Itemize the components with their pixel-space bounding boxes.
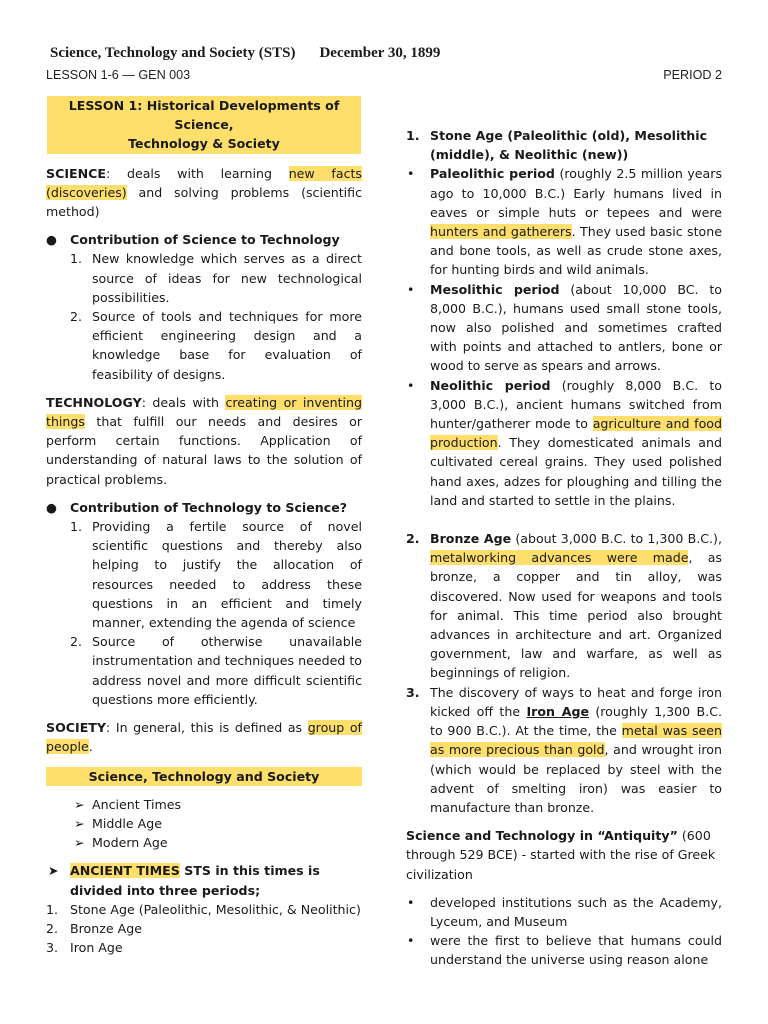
list-item: ➢ Middle Age xyxy=(74,815,162,831)
list-item: • were the first to believe that humans could understand the universe using reason alone xyxy=(407,933,722,968)
list-item: 1. New knowledge which serves as a direct source of ideas for new technological possibilities. xyxy=(70,251,362,305)
period-label: PERIOD 2 xyxy=(663,68,722,82)
left-column xyxy=(46,96,362,957)
stone-age-heading: 1. Stone Age (Paleolithic (old), Mesolithic (middle), & Neolithic (new)) xyxy=(406,128,708,163)
list-item: 1. Providing a fertile source of novel scientific questions and thereby also helping to justify the allocation of resources needed to address these questions in an efficient and timely manner, extending the agenda of science xyxy=(70,519,362,631)
document-date: December 30, 1899 xyxy=(319,45,441,61)
list-item: • developed institutions such as the Academy, Lyceum, and Museum xyxy=(407,894,722,929)
bronze-age-item: 2. Bronze Age (about 3,000 B.C. to 1,300 B.C.), metalworking advances were made, as bronze, a copper and tin alloy, was discovered. Now used for weapons and tools for animal. This time period also brought advances in architecture and art. Organized government, law and warfare, as well as beginnings of religion. xyxy=(406,531,722,681)
list-item: 3. Iron Age xyxy=(46,940,123,956)
eras-list xyxy=(46,795,362,853)
ancient-times-heading: ➤ ANCIENT TIMES STS in this times is divided into three periods; xyxy=(48,863,320,898)
sci-to-tech-heading: ● Contribution of Science to Technology xyxy=(46,232,340,248)
tech-to-sci-heading: ● Contribution of Technology to Science? xyxy=(46,499,348,515)
antiquity-paragraph: Science and Technology in “Antiquity” (600 through 529 BCE) - started with the rise of Greek civilization xyxy=(406,828,716,882)
course-title: Science, Technology and Society (STS) xyxy=(50,45,296,61)
list-item: 1. Stone Age (Paleolithic, Mesolithic, & Neolithic) xyxy=(46,901,361,917)
lesson-code: LESSON 1-6 — GEN 003 xyxy=(46,68,191,82)
sts-section-heading: Science, Technology and Society xyxy=(46,767,362,786)
document-title xyxy=(50,44,440,63)
technology-definition: TECHNOLOGY: deals with creating or inventing things that fulfill our needs and desires or perform certain functions. Application of understanding of natural laws to the solution of practical problems. xyxy=(46,394,362,487)
science-definition: SCIENCE: deals with learning new facts (discoveries) and solving problems (scientific method) xyxy=(46,165,362,220)
mesolithic-item: • Mesolithic period (about 10,000 BC. to 8,000 B.C.), humans used small stone tools, now also polished and sometimes crafted with points and attached to antlers, bone or wood to serve as spears and arrows. xyxy=(407,281,723,374)
list-item: 2. Source of otherwise unavailable instrumentation and techniques needed to address novel and more difficult scientific questions more efficiently. xyxy=(70,634,362,707)
neolithic-item: • Neolithic period (roughly 8,000 B.C. to 3,000 B.C.), ancient humans switched from hunter/gatherer mode to agriculture and food production. They domesticated animals and cultivated cereal grains. They used polished hand axes, adzes for ploughing and tilling the land and started to settle in the plains. xyxy=(407,377,722,508)
list-item: 2. Bronze Age xyxy=(46,920,142,936)
list-item: 2. Source of tools and techniques for more efficient engineering design and a knowledge base for evaluation of feasibility of designs. xyxy=(70,309,362,382)
society-definition: SOCIETY: In general, this is defined as group of people. xyxy=(46,720,362,755)
iron-age-item: 3. The discovery of ways to heat and forge iron kicked off the Iron Age (roughly 1,300 B.C. to 900 B.C.). At the time, the metal was seen as more precious than gold, and wrought iron (which would be replaced by steel with the advent of smelting iron) was easier to manufacture than bronze. xyxy=(406,684,722,815)
right-column xyxy=(406,126,722,970)
lesson-title: LESSON 1: Historical Developments of Science, Technology & Society xyxy=(47,96,361,154)
list-item: ➢ Ancient Times xyxy=(74,796,182,812)
antiquity-list xyxy=(406,893,722,970)
list-item: ➢ Modern Age xyxy=(74,835,168,851)
paleolithic-item: • Paleolithic period (roughly 2.5 million years ago to 10,000 B.C.) Early humans lived in eaves or simple huts or tepees and were hunters and gatherers. They used basic stone and bone tools, as well as crude stone axes, for hunting birds and wild animals. xyxy=(407,166,723,278)
